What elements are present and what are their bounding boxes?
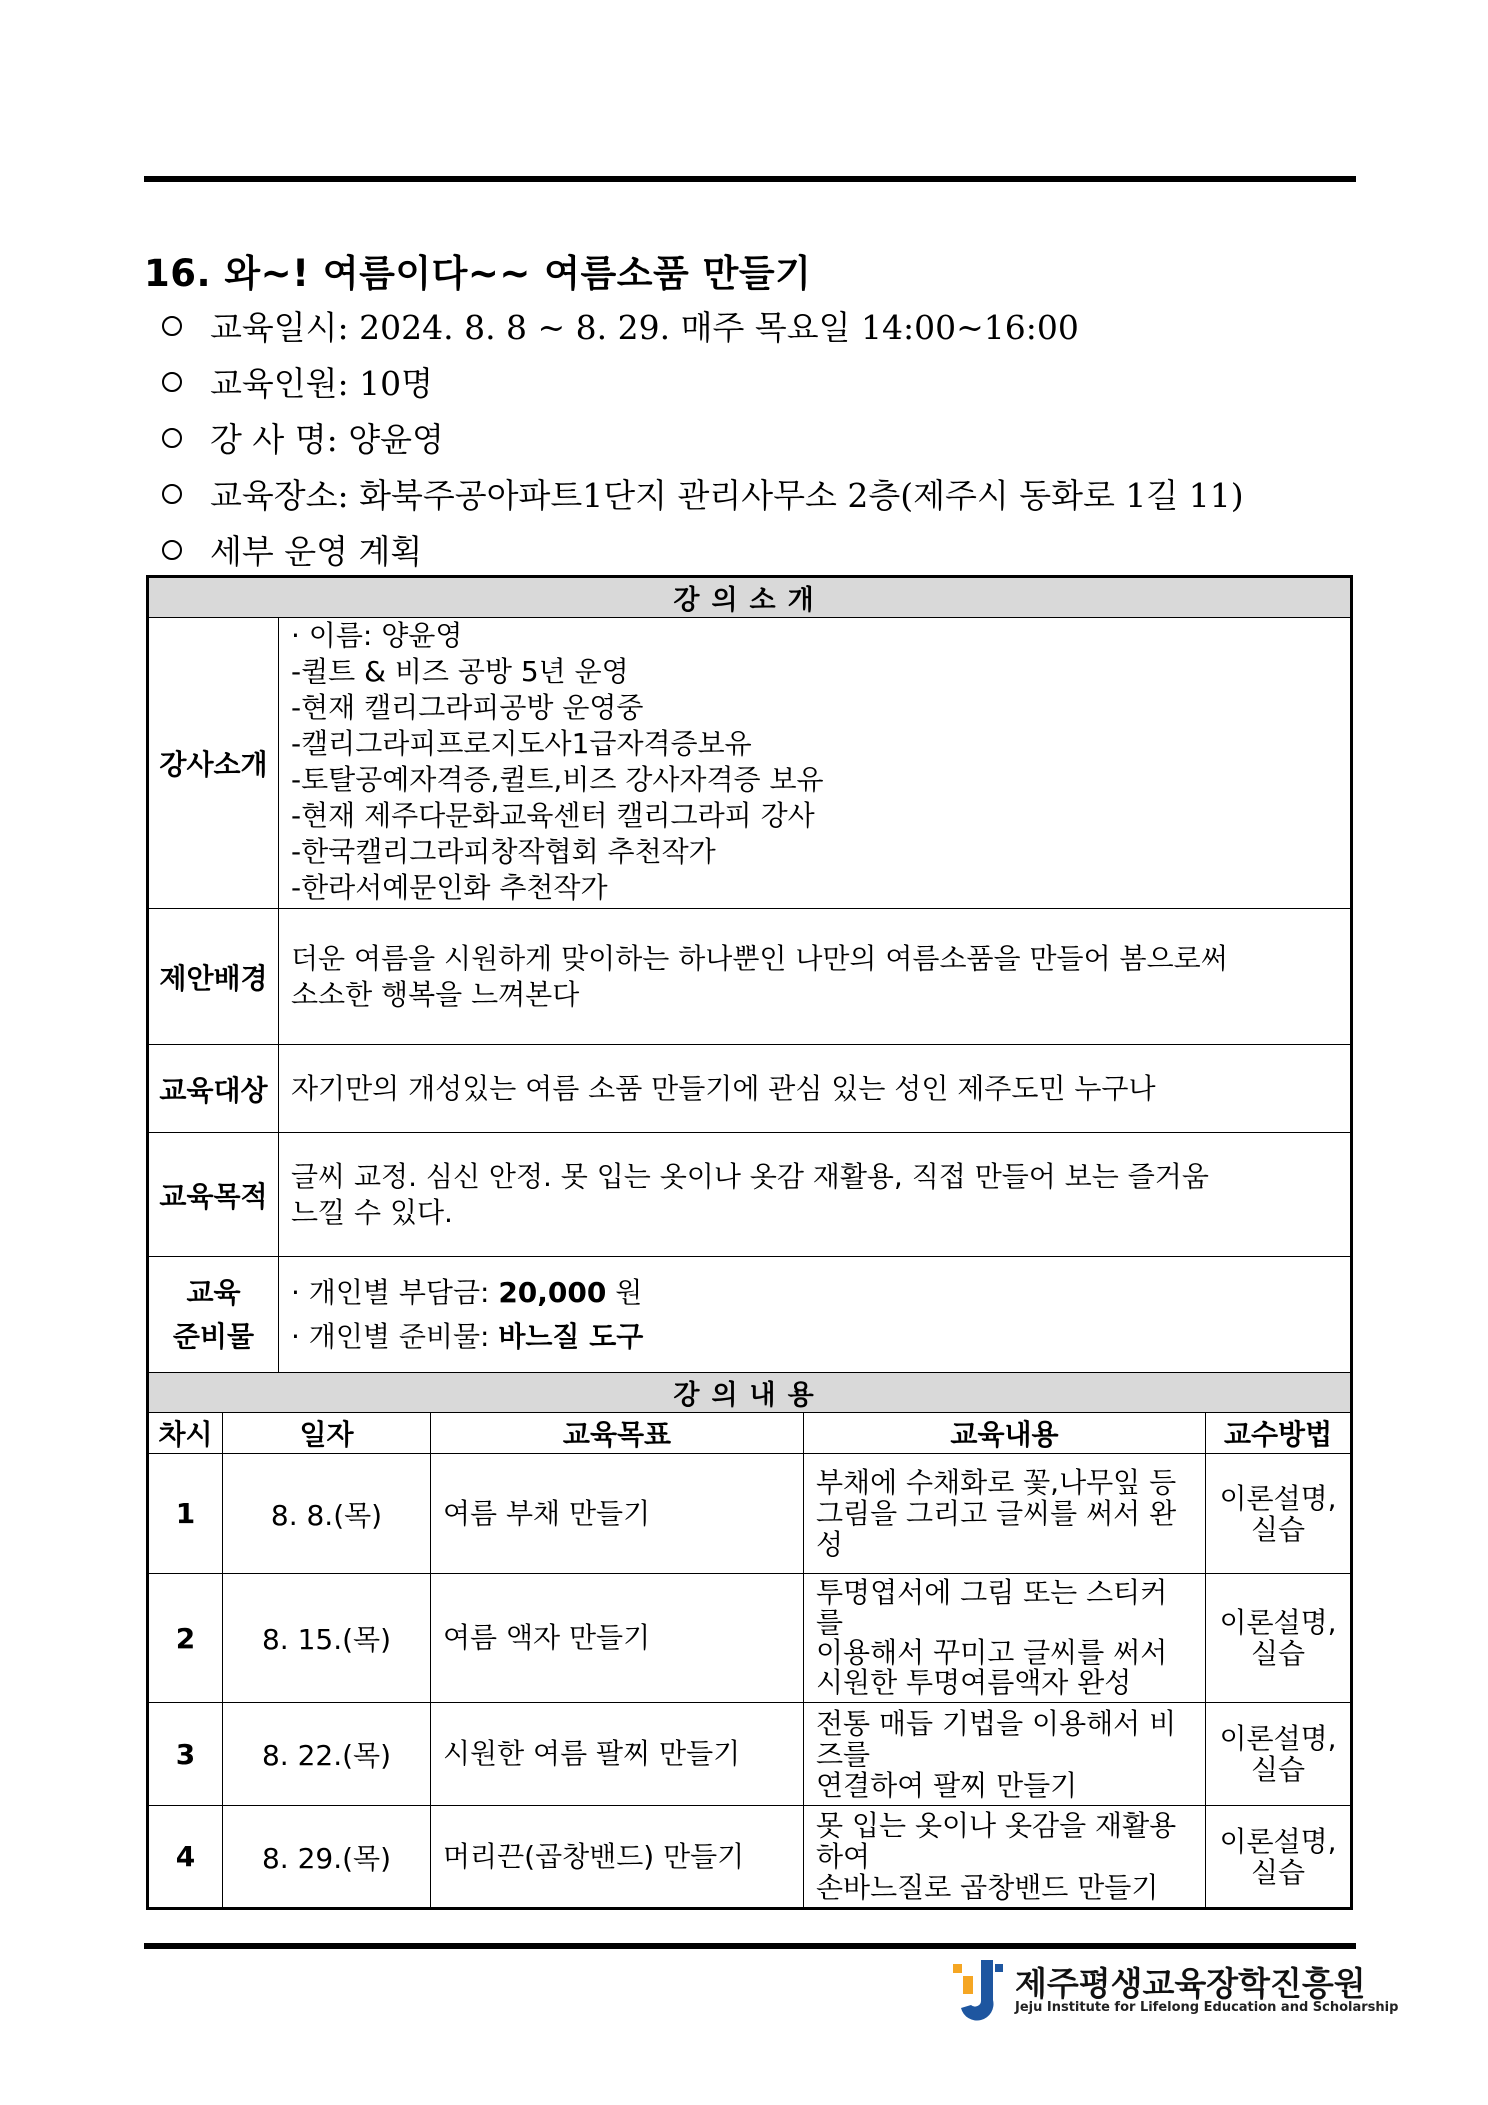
content-line: 손바느질로 곱창밴드 만들기 [816,1871,1159,1904]
instructor-line: -한라서예문인화 추천작가 [291,871,608,904]
content-line: 시원한 투명여름액자 완성 [816,1666,1132,1699]
circle-bullet-icon [162,372,182,392]
bullet-plan [162,526,422,573]
content-header: 강의내용 [148,1373,1352,1413]
table-row [148,1454,1352,1574]
bullet-text: 교육장소: 화북주공아파트1단지 관리사무소 2층(제주시 동화로 1길 11) [210,476,1244,515]
circle-bullet-icon [162,540,182,560]
institute-logo [953,1958,1399,2022]
instructor-label: 강사소개 [148,618,279,909]
session-goal: 머리끈(곱창밴드) 만들기 [431,1806,804,1909]
content-line: 전통 매듭 기법을 이용해서 비즈를 [816,1706,1177,1771]
session-goal: 여름 액자 만들기 [431,1574,804,1703]
institute-name: 제주평생교육장학진흥원 [1015,1964,1366,2003]
supplies-label [148,1257,279,1373]
method-line: 이론설명, [1219,1722,1337,1755]
bullet-schedule [162,302,1079,349]
cost-prefix: · 개인별 부담금: [291,1275,499,1309]
target-label: 교육대상 [148,1045,279,1133]
supplies-label-line: 준비물 [172,1319,255,1353]
target-text: 자기만의 개성있는 여름 소품 만들기에 관심 있는 성인 제주도민 누구나 [279,1045,1352,1133]
method-line: 이론설명, [1219,1606,1337,1639]
prep-value: 바느질 도구 [498,1319,644,1353]
instructor-line: -토탈공예자격증,퀼트,비즈 강사자격증 보유 [291,763,824,796]
content-line: 투명엽서에 그림 또는 스티커를 [816,1576,1168,1639]
session-method [1206,1703,1352,1806]
session-number: 2 [148,1574,223,1703]
instructor-line: -현재 제주다문화교육센터 캘리그라피 강사 [291,799,815,832]
goal-line: 글씨 교정. 심신 안정. 못 입는 옷이나 옷감 재활용, 직접 만들어 보는 즐거움 [291,1159,1209,1193]
background-line: 더운 여름을 시원하게 맞이하는 하나뿐인 나만의 여름소품을 만들어 봄으로써 [291,941,1228,975]
bottom-rule [144,1943,1356,1949]
session-method [1206,1806,1352,1909]
col-method: 교수방법 [1206,1413,1352,1454]
top-rule [144,176,1356,182]
instructor-line: -현재 캘리그라피공방 운영중 [291,691,644,724]
method-line: 실습 [1250,1753,1306,1786]
goal-text [279,1133,1352,1257]
session-method [1206,1454,1352,1574]
intro-header: 강의소개 [148,577,1352,618]
session-goal: 여름 부채 만들기 [431,1454,804,1574]
bullet-text: 교육인원: 10명 [210,364,433,403]
institute-logo-icon [953,1958,1005,2022]
method-line: 실습 [1250,1855,1306,1889]
bullet-text: 교육일시: 2024. 8. 8 ~ 8. 29. 매주 목요일 14:00~16:00 [210,308,1079,347]
table-row [148,1806,1352,1909]
session-content [804,1806,1206,1909]
session-date: 8. 29.(목) [223,1806,431,1909]
bullet-text: 세부 운영 계획 [210,532,423,571]
instructor-line: -캘리그라피프로지도사1급자격증보유 [291,727,752,760]
bullet-headcount [162,358,433,405]
col-goal: 교육목표 [431,1413,804,1454]
session-method [1206,1574,1352,1703]
session-goal: 시원한 여름 팔찌 만들기 [431,1703,804,1806]
col-content: 교육내용 [804,1413,1206,1454]
prep-prefix: · 개인별 준비물: [291,1319,499,1353]
circle-bullet-icon [162,316,182,336]
method-line: 이론설명, [1219,1824,1337,1858]
col-date: 일자 [223,1413,431,1454]
content-line: 이용해서 꾸미고 글씨를 써서 [816,1636,1168,1669]
method-line: 실습 [1250,1512,1306,1546]
method-line: 실습 [1250,1637,1306,1670]
session-number: 1 [148,1454,223,1574]
background-label: 제안배경 [148,909,279,1045]
background-text [279,909,1352,1045]
supplies-text [279,1257,1352,1373]
circle-bullet-icon [162,428,182,448]
goal-label: 교육목적 [148,1133,279,1257]
circle-bullet-icon [162,484,182,504]
session-date: 8. 22.(목) [223,1703,431,1806]
table-row [148,1574,1352,1703]
table-row [148,1703,1352,1806]
institute-subtitle: Jeju Institute for Lifelong Education and Scholarship [1015,2000,1399,2015]
instructor-line: · 이름: 양윤영 [291,619,463,652]
session-number: 4 [148,1806,223,1909]
session-content [804,1703,1206,1806]
content-line: 부채에 수채화로 꽃,나무잎 등 [816,1466,1177,1499]
plan-table [146,575,1353,1910]
prep-line [291,1315,1338,1359]
instructor-info [279,618,1352,909]
page-title: 16. 와~! 여름이다~~ 여름소품 만들기 [144,252,812,295]
content-line: 못 입는 옷이나 옷감을 재활용하여 [816,1809,1177,1873]
col-session: 차시 [148,1413,223,1454]
cost-value: 20,000 [498,1275,607,1309]
content-line: 그림을 그리고 글씨를 써서 완성 [816,1497,1177,1561]
supplies-label-line: 교육 [186,1275,241,1309]
instructor-line: -한국캘리그라피창작협회 추천작가 [291,835,716,868]
bullet-location [162,470,1244,517]
instructor-line: -퀼트 & 비즈 공방 5년 운영 [291,655,629,688]
content-line: 연결하여 팔찌 만들기 [816,1768,1078,1802]
session-content [804,1454,1206,1574]
bullet-text: 강 사 명: 양윤영 [210,420,444,459]
background-line: 소소한 행복을 느껴본다 [291,977,580,1011]
cost-line [291,1271,1338,1315]
session-date: 8. 15.(목) [223,1574,431,1703]
session-date: 8. 8.(목) [223,1454,431,1574]
bullet-instructor [162,414,444,461]
method-line: 이론설명, [1219,1481,1337,1515]
session-number: 3 [148,1703,223,1806]
goal-line: 느낄 수 있다. [291,1195,453,1229]
cost-suffix: 원 [606,1275,643,1309]
session-content [804,1574,1206,1703]
